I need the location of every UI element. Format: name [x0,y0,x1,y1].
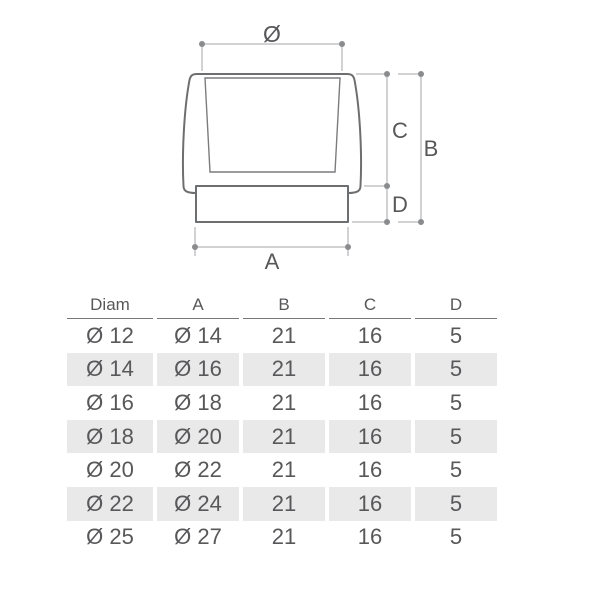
dim-label-b: B [423,136,439,161]
dim-label-c: C [392,118,408,143]
dimension-table [67,292,499,554]
col-header-a: A [157,292,239,319]
cell-a: Ø 27 [174,524,222,550]
table-row [67,521,499,555]
dot [339,41,345,47]
dot [384,71,390,77]
dot [345,244,351,250]
dot [418,71,424,77]
cell-b: 21 [243,420,325,454]
cell-diam: Ø 14 [67,353,153,387]
technical-drawing [0,0,610,285]
cell-c: 16 [329,487,411,521]
table-header-row [67,292,499,319]
cell-a: Ø 16 [157,353,239,387]
cell-c: 16 [357,457,383,483]
cell-b: 21 [271,457,297,483]
dot [199,41,205,47]
cell-d: 5 [415,487,497,521]
dot [418,219,424,225]
cell-a: Ø 24 [157,487,239,521]
cell-d: 5 [415,420,497,454]
col-header-c: C [329,292,411,319]
cell-d: 5 [449,457,463,483]
cell-d: 5 [449,389,463,415]
table-row [67,487,499,521]
cell-c: 16 [357,524,383,550]
cell-b: 21 [243,487,325,521]
dim-label-a: A [264,249,280,274]
cell-a: Ø 14 [174,322,222,348]
cell-diam: Ø 22 [67,487,153,521]
dot [384,219,390,225]
cell-d: 5 [449,322,463,348]
cell-d: 5 [415,353,497,387]
table-row [67,453,499,487]
cell-diam: Ø 18 [67,420,153,454]
table-row [67,420,499,454]
cell-c: 16 [357,322,383,348]
cell-c: 16 [329,420,411,454]
col-header-diam: Diam [67,292,153,319]
dim-label-diameter: Ø [263,21,281,47]
cell-b: 21 [271,524,297,550]
dot [384,183,390,189]
table-row [67,353,499,387]
dim-label-d: D [392,192,408,217]
cell-d: 5 [449,524,463,550]
cell-c: 16 [329,353,411,387]
dot [192,244,198,250]
table-row [67,386,499,420]
col-header-d: D [415,292,497,319]
cap-outline [183,74,361,193]
cell-diam: Ø 12 [86,322,134,348]
cell-a: Ø 20 [157,420,239,454]
col-header-b: B [243,292,325,319]
cell-b: 21 [271,322,297,348]
stem-outline [196,186,348,222]
cell-a: Ø 18 [174,389,222,415]
cell-b: 21 [271,389,297,415]
cell-b: 21 [243,353,325,387]
cell-diam: Ø 16 [86,389,134,415]
cell-diam: Ø 25 [86,524,134,550]
cell-diam: Ø 20 [86,457,134,483]
cell-a: Ø 22 [174,457,222,483]
table-row [67,319,499,353]
cell-c: 16 [357,389,383,415]
